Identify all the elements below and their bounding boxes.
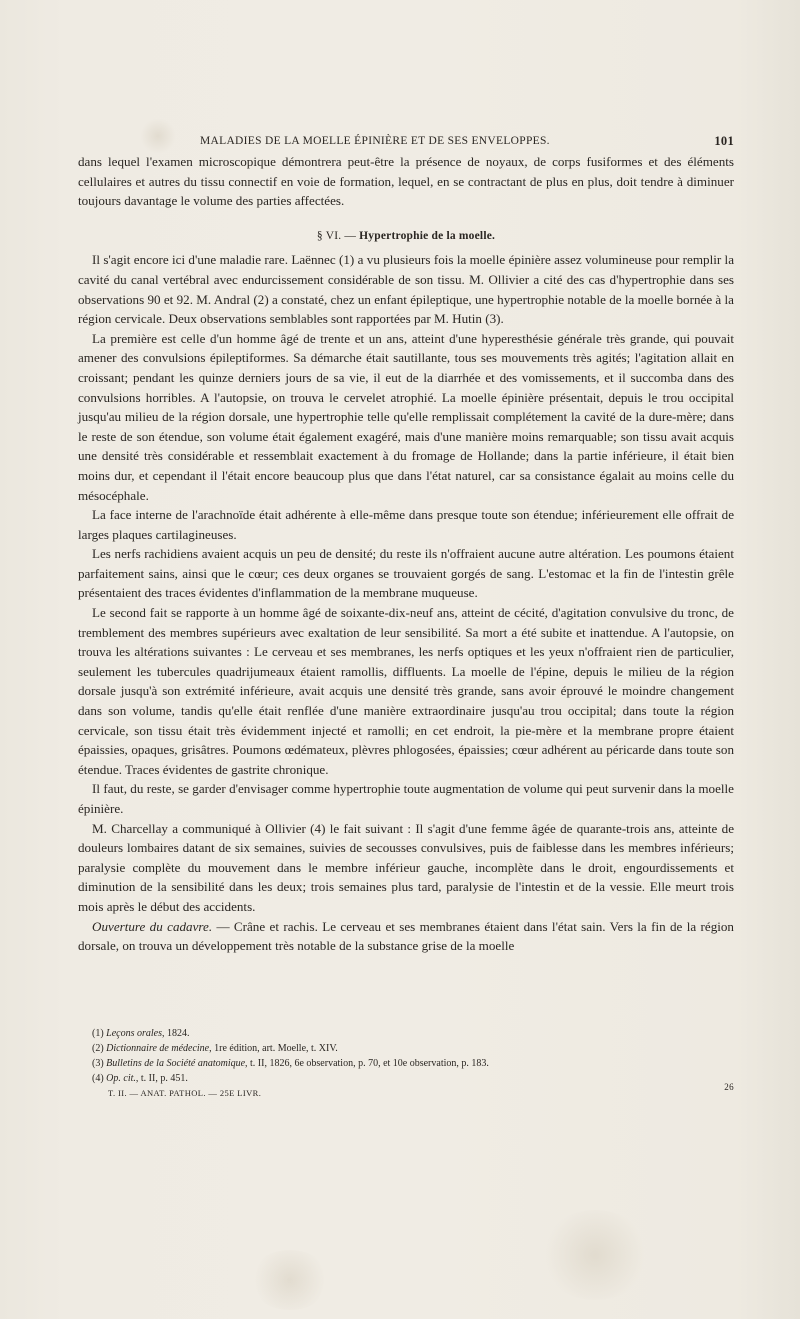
footnote-title: Bulletins de la Société anatomique [106, 1058, 246, 1069]
paragraph: Les nerfs rachidiens avaient acquis un peu de densité; du reste ils n'offraient aucune autre altération. Les poumons étaient parfaitement sains, ainsi que le cœur; ces deux organes se trouvaient gorgés de sang. L'estomac et la fin de l'intestin grêle présentaient des traces évidentes d'inflammation de la membrane muqueuse. [78, 546, 734, 601]
page-number: 101 [714, 134, 734, 148]
paragraph: M. Charcellay a communiqué à Ollivier (4) le fait suivant : Il s'agit d'une femme âgée de quarante-trois ans, atteinte de douleurs lombaires datant de six semaines, suivies de secousses convulsives, puis de faiblesse dans les membres inférieurs; paralysie complète du mouvement dans le membre inférieur gauche, incomplète dans le droit, engourdissements et diminution de la sensibilité dans les deux; trois semaines plus tard, paralysie de l'intestin et de la vessie. Elle meurt trois mois après le début des accidents. [78, 820, 734, 914]
footnote-title: Dictionnaire de médecine [106, 1043, 210, 1054]
signature-text: T. II. — ANAT. PATHOL. — 25E LIVR. [108, 1088, 262, 1098]
paragraph-text: — Crâne et rachis. Le cerveau et ses membranes étaient dans l'état sain. Vers la fin de la région dorsale, on trouva un développement très notable de la substance grise de la moelle [78, 918, 734, 954]
footnote-text: , 1824. [162, 1028, 190, 1039]
printer-signature [108, 1082, 734, 1101]
footnote [92, 1071, 734, 1086]
paper-stain [540, 1210, 650, 1300]
section-title: Hypertrophie de la moelle. [359, 229, 496, 242]
footnote [92, 1056, 734, 1071]
section-heading [78, 227, 734, 247]
running-header [78, 133, 734, 151]
footnote [92, 1026, 734, 1041]
footnote-text: , t. II, p. 451. [135, 1073, 188, 1084]
paragraph: La première est celle d'un homme âgé de trente et un ans, atteint d'une hyperesthésie générale très grande, qui pouvait amener des convulsions épileptiformes. Sa démarche était sautillante, tous ses mouvements très agités; l'agitation allait en croissant; pendant les quinze derniers jours de sa vie, il eut de la diarrhée et des vomissements, et il succomba dans des convulsions horribles. A l'autopsie, on trouva le cervelet atrophié. La moelle épinière présentait, depuis le trou occipital jusqu'au milieu de la région dorsale, une hypertrophie telle qu'elle remplissait complétement la cavité de la dure-mère; dans le reste de son étendue, son volume était également exagéré, mais d'une manière moins remarquable; son tissu avait acquis une densité très considérable et ressemblait exactement à du fromage de Hollande; dans la partie inférieure, il était bien moins dur, et cependant il l'était encore beaucoup plus que dans l'état naturel, car sa consistance égalait au moins celle du mésocéphale. [78, 330, 734, 503]
footnote-title: Leçons orales [106, 1028, 163, 1039]
paragraph-lead: Ouverture du cadavre. [92, 918, 213, 934]
paragraph: La face interne de l'arachnoïde était adhérente à elle-même dans presque toute son étendue; inférieurement elle offrait de larges plaques cartilagineuses. [78, 507, 734, 542]
footnote-mark: (3) [92, 1058, 104, 1069]
paragraph: Il faut, du reste, se garder d'envisager comme hypertrophie toute augmentation de volume qui peut survenir dans la moelle épinière. [78, 781, 734, 816]
footnote-mark: (1) [92, 1028, 104, 1039]
footnote-text: , t. II, 1826, 6e observation, p. 70, et 10e observation, p. 183. [245, 1058, 489, 1069]
paragraph [78, 917, 734, 956]
footnote-mark: (4) [92, 1073, 104, 1084]
running-title: MALADIES DE LA MOELLE ÉPINIÈRE ET DE SES ENVELOPPES. [200, 135, 550, 147]
footnote-title: Op. cit. [106, 1073, 136, 1084]
paragraph: Il s'agit encore ici d'une maladie rare. Laënnec (1) a vu plusieurs fois la moelle épinière assez volumineuse pour remplir la cavité du canal vertébral avec endurcissement considérable de son tissu. M. Ollivier a cité des cas d'hypertrophie dans ses observations 90 et 92. M. Andral (2) a constaté, chez un enfant épileptique, une hypertrophie notable de la moelle bornée à la région cervicale. Deux observations semblables sont rapportées par M. Hutin (3). [78, 252, 734, 327]
paper-stain [250, 1250, 330, 1310]
paragraph: Le second fait se rapporte à un homme âgé de soixante-dix-neuf ans, atteint de cécité, d'agitation convulsive du tronc, de tremblement des membres supérieurs avec exaltation de leur sensibilité. Sa mort a été subite et inattendue. A l'autopsie, on trouva les altérations suivantes : Le cerveau et ses membranes, les nerfs optiques et les yeux n'offraient rien de particulier, seulement les tubercules quadrijumeaux étaient ramollis, diffluents. La moelle de l'épine, depuis le milieu de la région dorsale jusqu'à son extrémité inférieure, avait acquis une densité très grande, sans avoir éprouvé le moindre changement dans son volume, tandis qu'elle était renflée d'une manière extraordinaire jusqu'au trou occipital; dans toute la région cervicale, son tissu était très évidemment injecté et ramolli; en cet endroit, la pie-mère et la membrane propre étaient épaissies, opaques, grisâtres. Poumons œdémateux, plèvres phlogosées, épaissies; cœur adhérent au péricarde dans toute son étendue. Traces évidentes de gastrite chronique. [78, 605, 734, 777]
footnote-mark: (2) [92, 1043, 104, 1054]
paragraph: dans lequel l'examen microscopique démontrera peut-être la présence de noyaux, de corps fusiformes et des éléments cellulaires et autres du tissu connectif en voie de formation, lequel, en se contractant de plus en plus, doit tendre à diminuer toujours davantage le volume des parties affectées. [78, 154, 734, 209]
footnote-text: , 1re édition, art. Moelle, t. XIV. [209, 1043, 338, 1054]
footnote [92, 1041, 734, 1056]
footnotes [92, 1026, 734, 1086]
section-prefix: § VI. — [316, 229, 357, 242]
main-text [78, 152, 734, 956]
sheet-number: 26 [724, 1082, 734, 1092]
